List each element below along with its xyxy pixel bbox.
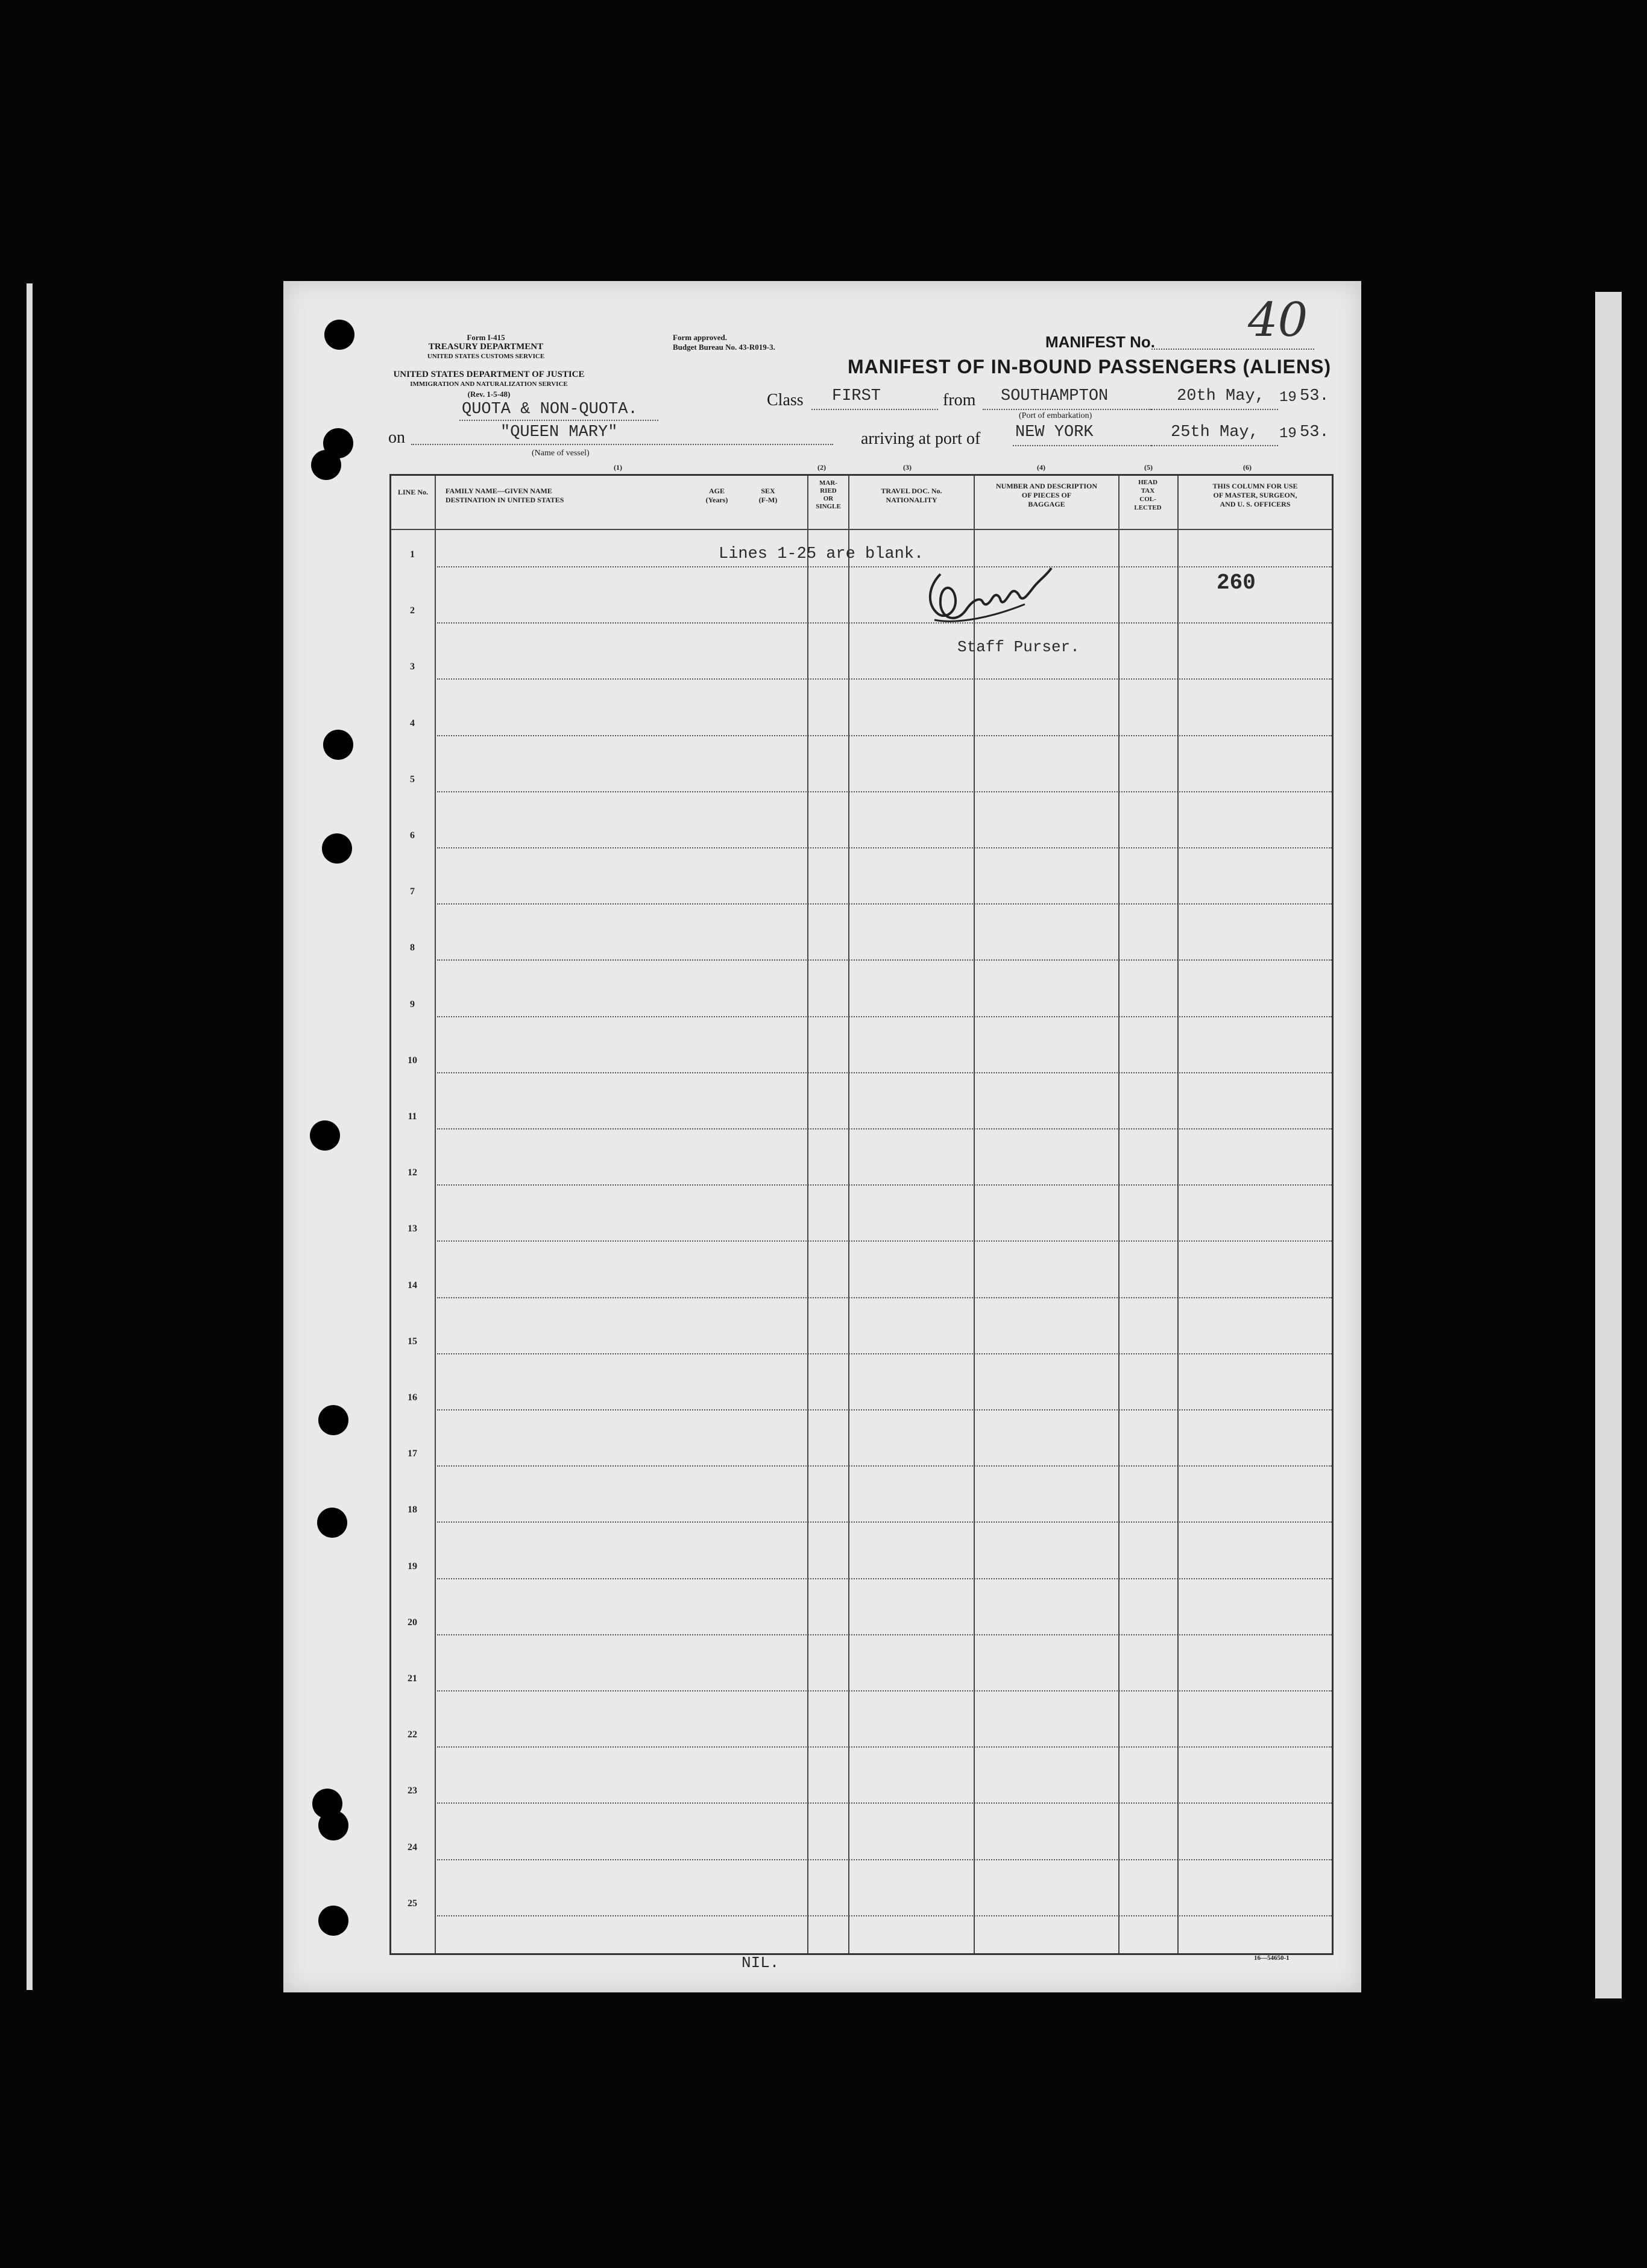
table-row bbox=[437, 1859, 1332, 1860]
col-divider bbox=[435, 476, 436, 1953]
signature-title: Staff Purser. bbox=[957, 638, 1080, 656]
col-num-3: (3) bbox=[903, 463, 912, 472]
table-row bbox=[437, 1409, 1332, 1410]
row-number: 18 bbox=[408, 1505, 417, 1515]
row-number: 10 bbox=[408, 1055, 417, 1066]
table-row bbox=[437, 1016, 1332, 1017]
signature bbox=[922, 562, 1061, 628]
col-header-age: AGE (Years) bbox=[705, 487, 728, 504]
arrival-date-line bbox=[1151, 445, 1278, 446]
budget-bureau: Budget Bureau No. 43-R019-3. bbox=[673, 343, 775, 352]
col-divider bbox=[974, 476, 975, 1953]
col-num-1: (1) bbox=[614, 463, 622, 472]
row-number: 22 bbox=[408, 1729, 417, 1740]
port-embarkation: SOUTHAMPTON bbox=[1001, 387, 1109, 405]
ins-service: IMMIGRATION AND NATURALIZATION SERVICE bbox=[410, 381, 568, 388]
table-row bbox=[437, 1802, 1332, 1804]
table-row bbox=[437, 1353, 1332, 1354]
quota-type: QUOTA & NON-QUOTA. bbox=[462, 400, 638, 419]
footer-nil: NIL. bbox=[742, 1954, 779, 1972]
arriving-label: arriving at port of bbox=[861, 429, 981, 448]
col-divider bbox=[1118, 476, 1120, 1953]
row-number: 6 bbox=[410, 830, 415, 841]
class-value: FIRST bbox=[832, 387, 881, 405]
col-header-officers: THIS COLUMN FOR USE OF MASTER, SURGEON, AND U. S. OFFICERS bbox=[1212, 482, 1298, 508]
table-row bbox=[437, 678, 1332, 680]
departure-date: 20th May, bbox=[1177, 387, 1265, 405]
manifest-no-label: MANIFEST No. bbox=[1045, 333, 1155, 351]
punch-hole bbox=[318, 1405, 348, 1435]
form-approved: Form approved. bbox=[673, 333, 728, 342]
col-header-name: FAMILY NAME—GIVEN NAME DESTINATION IN UNITED STATES bbox=[446, 487, 564, 504]
table-row bbox=[437, 847, 1332, 848]
row-number: 14 bbox=[408, 1280, 417, 1290]
punch-hole bbox=[323, 730, 353, 760]
row-number: 25 bbox=[408, 1898, 417, 1909]
col-num-6: (6) bbox=[1243, 463, 1252, 472]
justice-dept: UNITED STATES DEPARTMENT OF JUSTICE bbox=[393, 370, 585, 379]
vessel-caption: (Name of vessel) bbox=[532, 449, 590, 458]
col-num-5: (5) bbox=[1144, 463, 1153, 472]
col-header-line-no: LINE No. bbox=[397, 488, 428, 496]
customs-service: UNITED STATES CUSTOMS SERVICE bbox=[427, 353, 545, 360]
table-row bbox=[437, 1128, 1332, 1129]
departure-year: 53. bbox=[1300, 387, 1329, 405]
table-row bbox=[437, 1634, 1332, 1635]
col-divider bbox=[1177, 476, 1179, 1953]
row-number: 12 bbox=[408, 1167, 417, 1178]
passenger-table bbox=[389, 474, 1334, 1955]
punch-hole bbox=[318, 1906, 348, 1936]
on-label: on bbox=[388, 428, 405, 447]
punch-hole bbox=[310, 1120, 340, 1151]
header-divider bbox=[391, 529, 1332, 530]
from-label: from bbox=[943, 391, 976, 409]
row-number: 17 bbox=[408, 1448, 417, 1459]
row-number: 2 bbox=[410, 605, 415, 616]
form-footer-code: 16—54650-1 bbox=[1254, 1954, 1290, 1962]
punch-hole bbox=[311, 450, 341, 480]
punch-hole bbox=[322, 833, 352, 864]
form-number: Form I-415 bbox=[467, 333, 505, 342]
table-row bbox=[437, 791, 1332, 792]
arrival-port-line bbox=[1013, 445, 1151, 446]
col-header-married: MAR- RIED OR SINGLE bbox=[816, 479, 841, 510]
row-number: 20 bbox=[408, 1617, 417, 1628]
revision: (Rev. 1-5-48) bbox=[467, 390, 511, 399]
col-num-4: (4) bbox=[1037, 463, 1045, 472]
row-number: 19 bbox=[408, 1561, 417, 1571]
right-edge-strip bbox=[1595, 292, 1622, 1998]
col-header-head-tax: HEAD TAX COL- LECTED bbox=[1134, 479, 1162, 511]
table-row bbox=[437, 959, 1332, 961]
quota-line bbox=[459, 420, 658, 421]
departure-year-prefix: 19 bbox=[1279, 390, 1297, 406]
class-line bbox=[811, 409, 938, 410]
port-embark-line bbox=[983, 409, 1151, 410]
table-row bbox=[437, 1690, 1332, 1692]
arrival-port: NEW YORK bbox=[1015, 423, 1094, 441]
vessel-line bbox=[411, 444, 833, 445]
table-row bbox=[437, 1746, 1332, 1748]
table-row bbox=[437, 1915, 1332, 1916]
table-row bbox=[437, 1465, 1332, 1467]
manifest-number: 40 bbox=[1248, 293, 1308, 347]
row-number: 1 bbox=[410, 549, 415, 560]
arrival-date: 25th May, bbox=[1171, 423, 1259, 441]
table-row bbox=[437, 1578, 1332, 1579]
left-edge-strip bbox=[27, 283, 33, 1990]
manifest-no-line bbox=[1151, 349, 1314, 350]
col-header-sex: SEX (F-M) bbox=[758, 487, 778, 504]
table-row bbox=[437, 735, 1332, 736]
row-number: 4 bbox=[410, 718, 415, 728]
port-embark-caption: (Port of embarkation) bbox=[1019, 411, 1092, 420]
table-row bbox=[437, 1240, 1332, 1242]
col-divider bbox=[807, 476, 808, 1953]
table-row bbox=[437, 1184, 1332, 1186]
row-number: 7 bbox=[410, 886, 415, 897]
row-number: 23 bbox=[408, 1786, 417, 1796]
class-label: Class bbox=[767, 391, 804, 409]
arrival-year: 53. bbox=[1300, 423, 1329, 441]
arrival-year-prefix: 19 bbox=[1279, 426, 1297, 442]
table-row bbox=[437, 903, 1332, 905]
row-number: 3 bbox=[410, 662, 415, 672]
table-row bbox=[437, 1521, 1332, 1523]
col-num-2: (2) bbox=[817, 463, 826, 472]
vessel-name: "QUEEN MARY" bbox=[500, 423, 618, 441]
row-number: 8 bbox=[410, 943, 415, 953]
punch-hole bbox=[317, 1508, 347, 1538]
stamp-number: 260 bbox=[1217, 570, 1256, 595]
row-number: 13 bbox=[408, 1224, 417, 1234]
table-row bbox=[437, 1297, 1332, 1298]
blank-lines-note: Lines 1-25 are blank. bbox=[719, 545, 924, 563]
table-row bbox=[437, 566, 1332, 567]
col-header-baggage: NUMBER AND DESCRIPTION OF PIECES OF BAGGAGE bbox=[995, 482, 1098, 508]
table-row bbox=[437, 622, 1332, 624]
manifest-title: MANIFEST OF IN-BOUND PASSENGERS (ALIENS) bbox=[848, 356, 1332, 377]
table-row bbox=[437, 1072, 1332, 1073]
row-number: 24 bbox=[408, 1842, 417, 1853]
row-number: 5 bbox=[410, 774, 415, 785]
col-divider bbox=[848, 476, 849, 1953]
punch-hole bbox=[324, 320, 354, 350]
treasury-dept: TREASURY DEPARTMENT bbox=[428, 342, 544, 352]
departure-line bbox=[1151, 409, 1278, 410]
row-number: 11 bbox=[408, 1111, 417, 1122]
manifest-page bbox=[283, 281, 1361, 1992]
col-header-travel: TRAVEL DOC. No. NATIONALITY bbox=[881, 487, 942, 504]
row-number: 16 bbox=[408, 1392, 417, 1403]
row-number: 15 bbox=[408, 1336, 417, 1347]
punch-hole bbox=[318, 1810, 348, 1840]
row-number: 9 bbox=[410, 999, 415, 1009]
row-number: 21 bbox=[408, 1673, 417, 1684]
